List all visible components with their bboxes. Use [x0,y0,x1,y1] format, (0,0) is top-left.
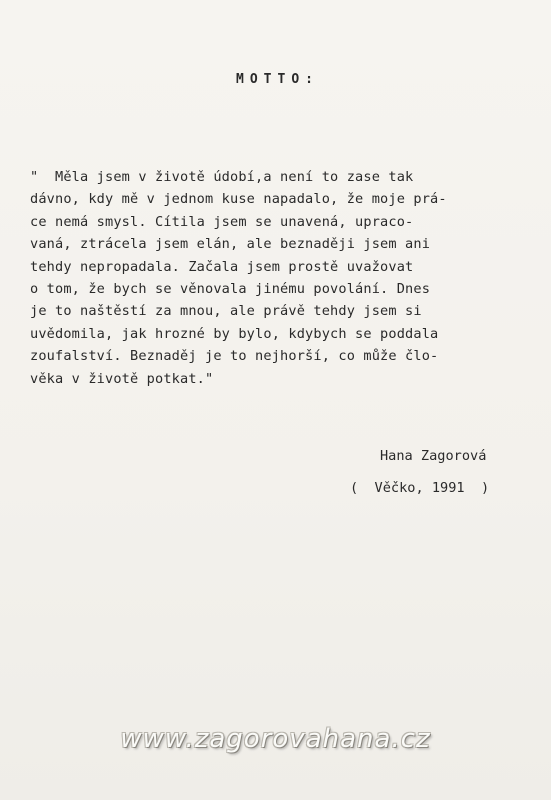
quote-line: o tom, že bych se věnovala jinému povolání. Dnes [30,281,431,298]
quote-line: věka v životě potkat." [30,370,214,387]
quote-line: ce nemá smysl. Cítila jsem se unavená, upraco- [30,213,414,230]
website-watermark: www.zagorovahana.cz [120,724,431,754]
quote-source: ( Věčko, 1991 ) [350,480,490,496]
quote-author: Hana Zagorová [380,448,487,464]
quote-line: vaná, ztrácela jsem elán, ale beznaději jsem ani [30,236,431,253]
quote-line: je to naštěstí za mnou, ale právě tehdy jsem si [30,303,422,320]
motto-quote [30,166,530,390]
quote-line: zoufalství. Beznaděj je to nejhorší, co může člo- [30,348,439,365]
quote-line: uvědomila, jak hrozné by bylo, kdybych se poddala [30,325,439,342]
quote-line: " Měla jsem v životě údobí,a není to zase tak [30,169,414,185]
page-title: MOTTO: [236,72,319,87]
quote-line: tehdy nepropadala. Začala jsem prostě uvažovat [30,258,414,275]
quote-line: dávno, kdy mě v jednom kuse napadalo, že moje prá- [30,191,447,208]
